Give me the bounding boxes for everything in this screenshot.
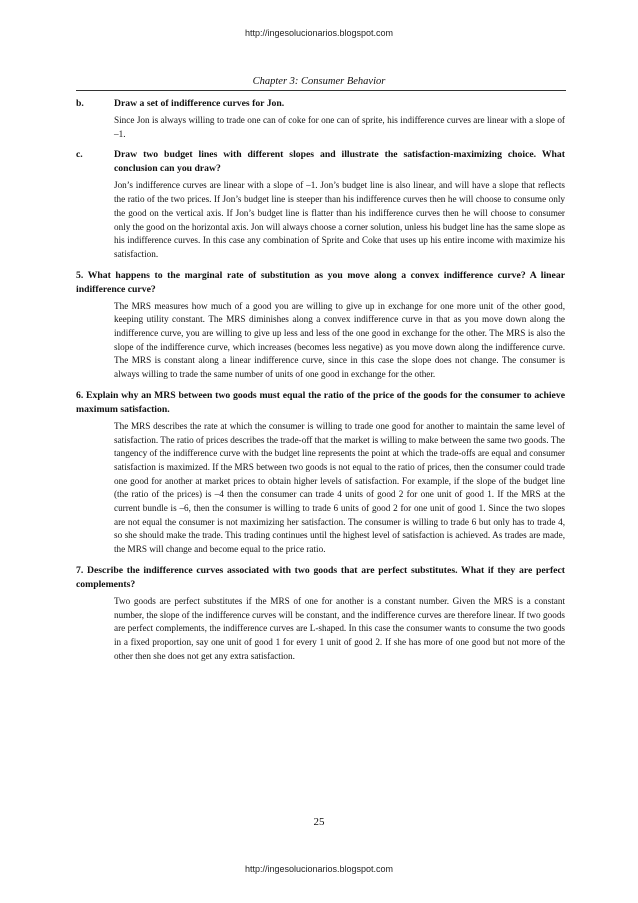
section-c: [76, 148, 565, 261]
answer-c: Jon’s indifference curves are linear with a slope of –1. Jon’s budget line is also linear, and will have a slope that reflects the ratio of the two prices. If Jon’s budget line is steeper than his indifference curves then he will choose to consume only the good on the vertical axis. If Jon’s budget line is flatter than his indifference curves then he will choose to consumer only the good on the horizontal axis. Jon will always choose a corner solution, unless his budget line has the same slope as his indifference curves. In this case any combination of Sprite and Coke that uses up his entire income with maximize his satisfaction.: [114, 180, 565, 259]
question-7: 7. Describe the indifference curves associated with two goods that are perfect substitutes. What if they are perfect complements?: [76, 564, 565, 590]
source-url-top[interactable]: http://ingesolucionarios.blogspot.com: [244, 28, 394, 38]
page-body: [76, 97, 565, 670]
header-rule: [76, 90, 566, 91]
page-number: 25: [313, 816, 325, 828]
question-c: [76, 148, 565, 176]
question-marker: b.: [76, 98, 84, 109]
section-6: [76, 389, 565, 557]
question-marker: c.: [76, 149, 83, 161]
answer-7: Two goods are perfect substitutes if the MRS of one for another is a constant number. Given the MRS is a constant number, the slope of the indifference curves will be constant, and the indifference curves are therefore linear. If two goods are perfect complements, the indifference curves are L-shaped. In this case the consumer wants to consume the two goods in a fixed proportion, say one unit of good 1 for every 1 unit of good 2. If she has more of one good but not more of the other then she does not get any extra satisfaction.: [114, 595, 565, 661]
question-b: [76, 97, 565, 111]
answer-5: The MRS measures how much of a good you are willing to give up in exchange for one more unit of the other good, keeping utility constant. The MRS diminishes along a convex indifference curve in that as you move down along the indifference curve, you are willing to give up less and less of the one good in exchange for the other. The MRS is also the slope of the indifference curve, which increases (becomes less negative) as you move down along the indifference curve. The MRS is constant along a linear indifference curve, since in this case the slope does not change. The consumer is always willing to trade the same number of units of one good in exchange for the other.: [114, 300, 565, 380]
source-url-bottom[interactable]: http://ingesolucionarios.blogspot.com: [244, 864, 394, 874]
question-6: 6. Explain why an MRS between two goods must equal the ratio of the price of the goods for the consumer to achieve maximum satisfaction.: [76, 389, 565, 415]
chapter-header: Chapter 3: Consumer Behavior: [252, 76, 386, 87]
section-5: [76, 269, 565, 382]
section-b: [76, 97, 565, 141]
question-text: Draw two budget lines with different slopes and illustrate the satisfaction-maximizing choice. What conclusion can you draw?: [114, 149, 565, 175]
question-5: 5. What happens to the marginal rate of substitution as you move along a convex indifference curve? A linear indifference curve?: [76, 269, 565, 295]
answer-b: Since Jon is always willing to trade one can of coke for one can of sprite, his indifference curves are linear with a slope of –1.: [114, 115, 565, 139]
question-text: Draw a set of indifference curves for Jon.: [114, 98, 285, 109]
section-7: [76, 564, 565, 664]
answer-6: The MRS describes the rate at which the consumer is willing to trade one good for another to maintain the same level of satisfaction. The ratio of prices describes the trade-off that the market is willing to make between the same two goods. The tangency of the indifference curve with the budget line represents the point at which the trade-offs are equal and consumer satisfaction is maximized. If the MRS between two goods is not equal to the ratio of prices, then the consumer could trade one good for another at market prices to obtain higher levels of satisfaction. For example, if the slope of the budget line (the ratio of the prices) is –4 then the consumer can trade 4 units of good 2 for one unit of good 1. If the MRS at the current bundle is –6, then the consumer is willing to trade 6 units of good 2 for one unit of good 1. Since the two slopes are not equal the consumer is not maximizing her satisfaction. The consumer is willing to trade 6 but only has to trade 4, so she should make the trade. This trading continues until the highest level of satisfaction is achieved. As trades are made, the MRS will change and become equal to the price ratio.: [114, 420, 565, 555]
